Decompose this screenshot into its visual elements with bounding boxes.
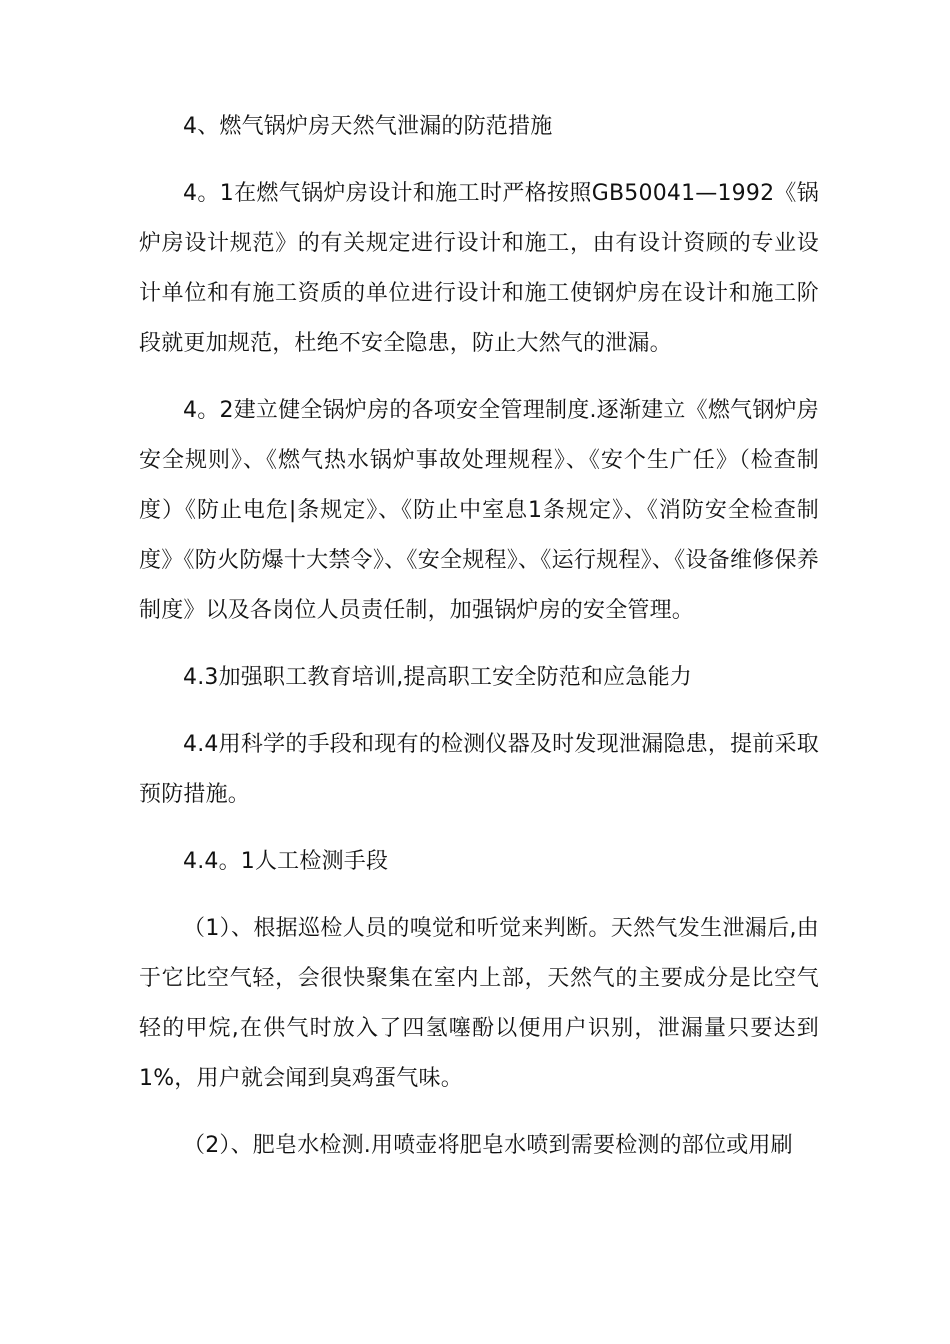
paragraph-item-2-soap-water: （2）、肥皂水检测.用喷壶将肥皂水喷到需要检测的部位或用刷 xyxy=(183,1133,793,1158)
document-body xyxy=(139,102,819,1188)
paragraph-4-2-management-system: 4。2建立健全锅炉房的各项安全管理制度.逐渐建立《燃气钢炉房安全规则》、《燃气热水锅炉事故处理规程》、《安个生广任》（检查制度）《防止电危|条规定》、《防止中室息1条规定》、《消防安全检查制度》《防火防爆十大禁令》、《安全规程》、《运行规程》、《设备维修保养制度》以及各岗位人员责任制，加强锅炉房的安全管理。 xyxy=(139,398,819,623)
paragraph-item-1-smell-hearing: （1）、根据巡检人员的嗅觉和听觉来判断。天然气发生泄漏后,由于它比空气轻，会很快聚集在室内上部，天然气的主要成分是比空气轻的甲烷,在供气时放入了四氢噻酚以便用户识别，泄漏量只要达到1%，用户就会闻到臭鸡蛋气味。 xyxy=(139,916,819,1091)
paragraph-4-4-1-manual-detection: 4.4。1人工检测手段 xyxy=(183,849,389,874)
paragraph-4-1-design-construction: 4。1在燃气锅炉房设计和施工时严格按照GB50041—1992《锅炉房设计规范》的有关规定进行设计和施工，由有设计资顾的专业设计单位和有施工资质的单位进行设计和施工使钢炉房在设计和施工阶段就更加规范，杜绝不安全隐患，防止大然气的泄漏。 xyxy=(139,181,819,356)
heading-gas-leak-prevention: 4、燃气锅炉房天然气泄漏的防范措施 xyxy=(183,114,553,139)
paragraph-4-3-training: 4.3加强职工教育培训,提高职工安全防范和应急能力 xyxy=(183,665,692,690)
paragraph-4-4-detection: 4.4用科学的手段和现有的检测仪器及时发现泄漏隐患，提前采取预防措施。 xyxy=(139,732,819,807)
